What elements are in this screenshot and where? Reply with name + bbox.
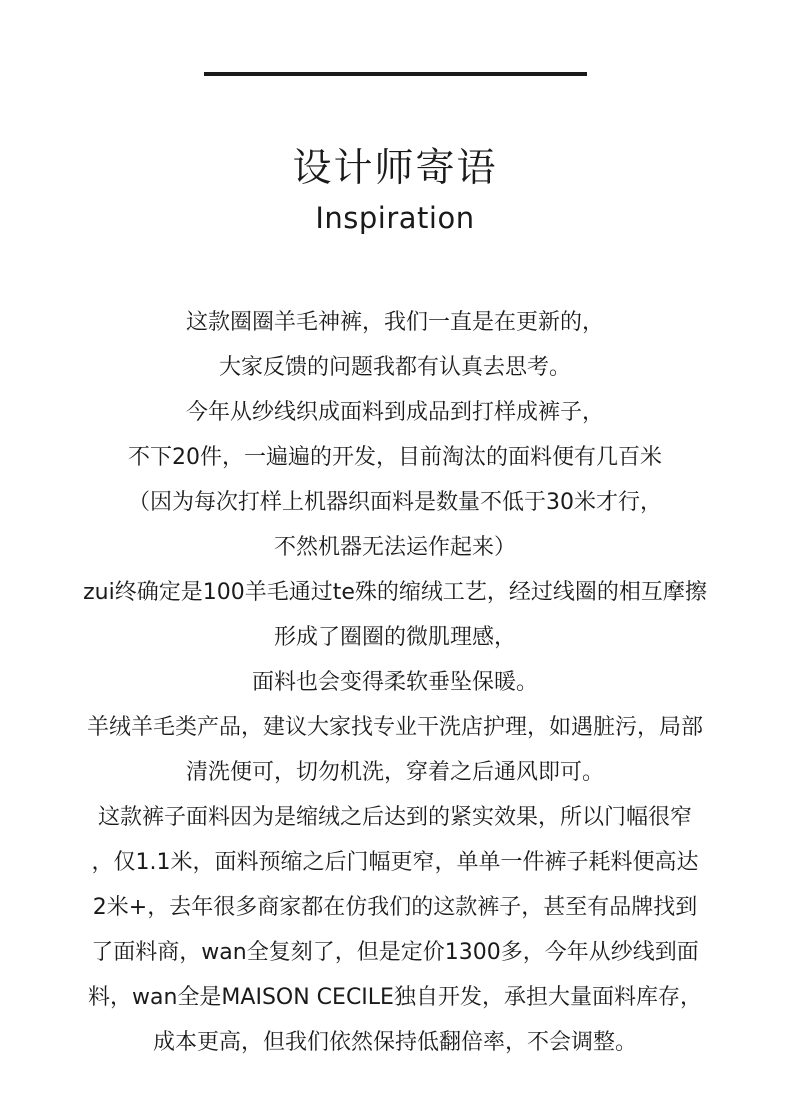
body-line: 2米+，去年很多商家都在仿我们的这款裤子，甚至有品牌找到	[92, 895, 698, 920]
body-line: 料，wan全是MAISON CECILE独自开发，承担大量面料库存，	[88, 985, 702, 1010]
body-line: 不然机器无法运作起来）	[273, 535, 516, 560]
body-line: 成本更高，但我们依然保持低翻倍率，不会调整。	[152, 1030, 637, 1055]
body-line: 清洗便可，切勿机洗，穿着之后通风即可。	[185, 760, 604, 785]
body-line: 今年从纱线织成面料到成品到打样成裤子，	[185, 400, 604, 425]
body-line: 大家反馈的问题我都有认真去思考。	[218, 355, 571, 380]
body-line: ，仅1.1米，面料预缩之后门幅更窄，单单一件裤子耗料便高达	[91, 850, 699, 875]
body-line: 了面料商，wan全复刻了，但是定价1300多，今年从纱线到面	[91, 940, 699, 965]
body-line: 不下20件，一遍遍的开发，目前淘汰的面料便有几百米	[128, 445, 662, 470]
body-line: 面料也会变得柔软垂坠保暖。	[251, 670, 538, 695]
body-line: zui终确定是100羊毛通过te殊的缩绒工艺，经过线圈的相互摩擦	[83, 580, 707, 605]
body-line: 形成了圈圈的微肌理感，	[273, 625, 516, 650]
body-line: 这款圈圈羊毛神裤，我们一直是在更新的，	[185, 310, 604, 335]
body-line: 羊绒羊毛类产品，建议大家找专业干洗店护理，如遇脏污，局部	[86, 715, 703, 740]
top-divider	[204, 72, 587, 76]
body-line: （因为每次打样上机器织面料是数量不低于30米才行，	[128, 490, 662, 515]
section-title: 设计师寄语	[292, 146, 498, 191]
body-line: 这款裤子面料因为是缩绒之后达到的紧实效果，所以门幅很窄	[97, 805, 692, 830]
section-subtitle: Inspiration	[315, 201, 475, 235]
designer-note-body	[20, 300, 770, 1065]
